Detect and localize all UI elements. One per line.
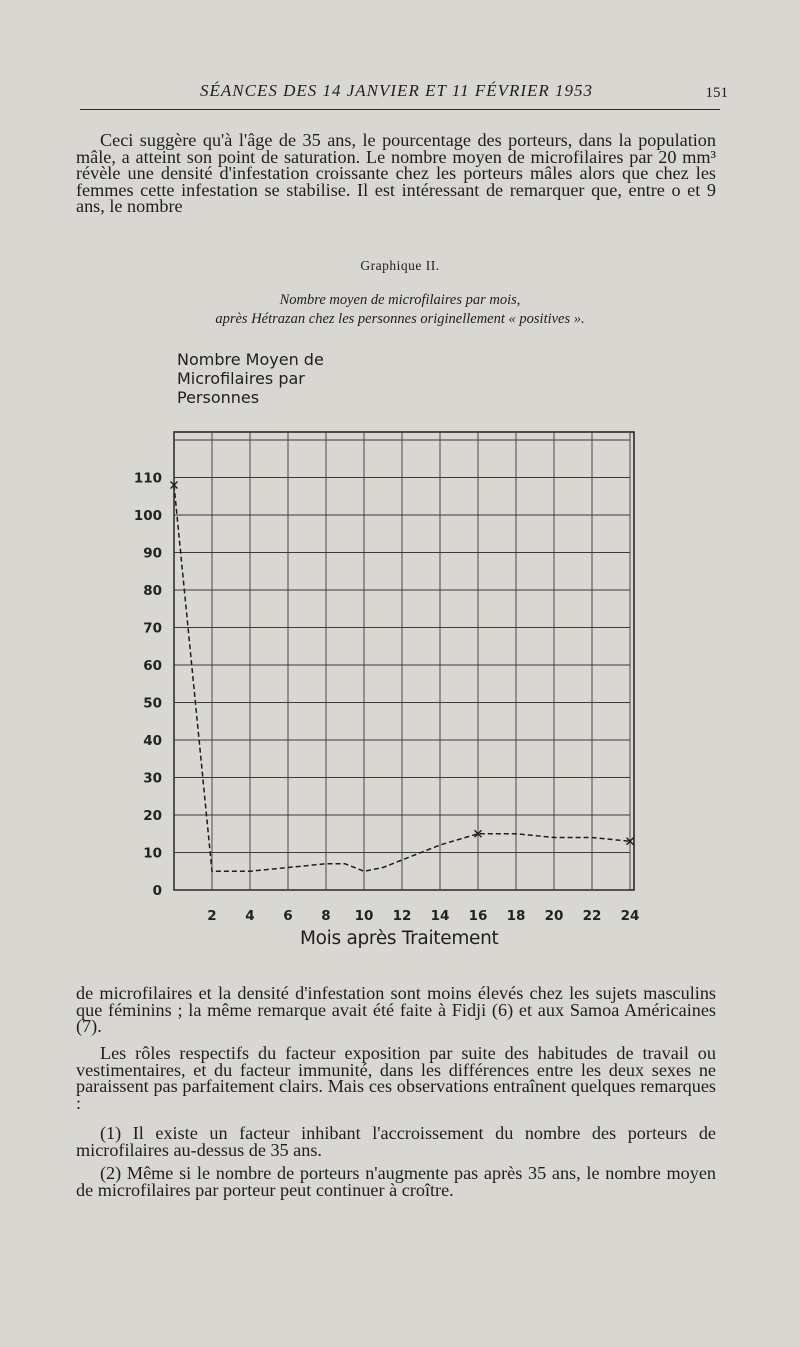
x-tick-label: 4 — [245, 908, 255, 924]
paragraph-remark-1: (1) Il existe un facteur inhibant l'accroissement du nombre des porteurs de microfilaires au-dessus de 35 ans. — [76, 1123, 716, 1160]
y-axis-label: Nombre Moyen de Microfilaires par Personnes — [177, 350, 324, 407]
header-title: SÉANCES DES 14 JANVIER ET 11 FÉVRIER 1953 — [200, 81, 594, 100]
chart-grid — [174, 432, 634, 890]
y-tick-label: 60 — [143, 658, 162, 674]
figure-caption-line-1: Nombre moyen de microfilaires par mois, — [279, 292, 521, 308]
y-tick-label: 110 — [133, 470, 162, 487]
x-tick-label: 24 — [620, 908, 640, 924]
figure-caption-line-2: après Hétrazan chez les personnes originellement « positives ». — [215, 311, 585, 327]
y-tick-label: 30 — [143, 770, 162, 787]
y-tick-label: 40 — [143, 733, 162, 749]
chart-ticks — [134, 471, 640, 925]
x-tick-label: 6 — [283, 908, 293, 924]
y-tick-label: 10 — [143, 845, 162, 862]
paragraph-intro: Ceci suggère qu'à l'âge de 35 ans, le pourcentage des porteurs, dans la population mâle, a atteint son point de saturation. Le nombre moyen de microfilaires par 20 mm³ révèle une densité d'infestation croissante chez les porteurs mâles alors que chez les femmes cette infestation se stabilise. Il est intéressant de remarquer que, entre o et 9 ans, le nombre — [76, 130, 716, 216]
x-axis-label: Mois après Traitement — [300, 928, 499, 949]
x-tick-label: 12 — [392, 908, 412, 924]
x-tick-label: 8 — [321, 908, 331, 924]
y-tick-label: 80 — [143, 583, 162, 599]
y-tick-label: 20 — [143, 808, 162, 824]
paragraph-discussion: Les rôles respectifs du facteur exposition par suite des habitudes de travail ou vestimentaires, et du facteur immunité, dans les différences entre les deux sexes ne paraissent pas parfaitement clairs. Mais ces observations entraînent quelques remarques : — [76, 1043, 716, 1113]
paragraph-remark-2: (2) Même si le nombre de porteurs n'augmente pas après 35 ans, le nombre moyen de microfilaires par porteur peut continuer à croître. — [76, 1163, 716, 1200]
x-tick-label: 2 — [207, 908, 217, 924]
x-tick-label: 10 — [354, 908, 374, 924]
x-tick-label: 14 — [430, 908, 450, 924]
page-number: 151 — [705, 85, 728, 101]
figure-label: Graphique II. — [360, 258, 440, 273]
y-tick-label: 70 — [143, 620, 162, 637]
x-tick-label: 16 — [468, 908, 488, 924]
x-tick-label: 18 — [506, 908, 526, 924]
x-tick-label: 22 — [582, 908, 602, 924]
y-tick-label: 50 — [143, 695, 162, 712]
x-tick-label: 20 — [544, 908, 564, 924]
y-tick-label: 100 — [133, 508, 162, 524]
y-tick-label: 0 — [152, 883, 162, 899]
plot-frame — [174, 432, 634, 890]
y-tick-label: 90 — [143, 545, 162, 562]
paragraph-continuation: de microfilaires et la densité d'infestation sont moins élevés chez les sujets masculins que féminins ; la même remarque avait été faite à Fidji (6) et aux Samoa Américaines (7). — [76, 983, 716, 1036]
